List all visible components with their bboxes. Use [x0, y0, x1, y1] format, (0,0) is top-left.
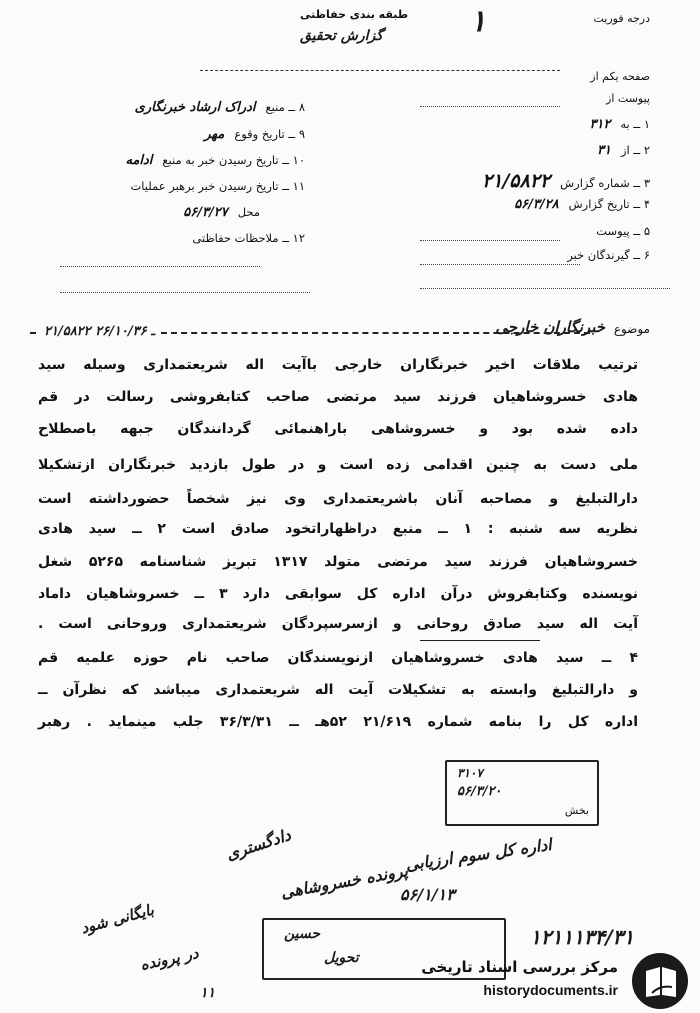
field-value: ۳۱ [597, 143, 611, 158]
field-value: ۲۱/۵۸۲۲ [481, 170, 551, 192]
handwritten-note: دادگستری [223, 825, 294, 864]
handwritten-number: ۱۲۱۱۱۳۴/۳۱ [530, 925, 634, 949]
handwritten-note: بایگانی شود [78, 900, 156, 938]
recipients-dotted-line [420, 264, 580, 265]
subject-reference: ۲۱/۵۸۲۲ ـ ۲۶/۱۰/۳۶ [40, 324, 159, 339]
archive-logo-icon [632, 953, 688, 1009]
field-attachment [596, 224, 650, 238]
field-news-to-leader-date [130, 179, 305, 193]
field-label: ۸ ــ منبع [265, 100, 305, 114]
attachments-label: پیوست از [606, 92, 650, 105]
field-value: مهر [204, 127, 225, 142]
handwritten-note: پرونده خسروشاهی [279, 860, 410, 903]
subject-label: موضوع [613, 322, 650, 336]
field-label: ۱۰ ــ تاریخ رسیدن خبر به منبع [162, 153, 305, 167]
field-to [589, 117, 650, 132]
attachment-dotted-line [420, 240, 560, 241]
field-value: ۳۱۲ [589, 117, 611, 132]
body-line: آیت اله سید صادق روحانی و ازسرسپردگان شریعتمداری وروحانی است . [38, 616, 638, 632]
header-divider [200, 70, 560, 71]
field-value: ۵۶/۳/۲۷ [183, 205, 228, 220]
field-label: ۱۱ ــ تاریخ رسیدن خبر برهبر عملیات [130, 179, 305, 193]
field-label: ۱ ــ به [620, 117, 650, 131]
body-line: ترتیب ملاقات اخیر خبرنگاران خارجی باآیت اله شریعتمداری وسیله سید [38, 357, 638, 373]
body-line: دارالتبلیغ و مصاحبه آنان باشریعتمداری وی نیز شخصاً حضورداشته است [38, 491, 638, 507]
body-line: خسروشاهیان فرزند سید مرتضی متولد ۱۳۱۷ تبریز شناسنامه ۵۲۶۵ شغل [38, 554, 639, 570]
field-news-to-source-date [125, 153, 305, 168]
watermark-url[interactable]: historydocuments.ir [483, 982, 618, 998]
field-recipients [567, 248, 650, 262]
recipients-dotted-line-2 [420, 288, 670, 289]
body-line: اداره کل را بنامه شماره ۲۱/۶۱۹ ۵۲هـ ــ ۳۶/۳/۳۱ جلب مینماید . رهبر [38, 714, 639, 730]
field-label: محل [237, 205, 260, 219]
field-label: ۶ ــ گیرندگان خبر [567, 248, 650, 262]
classification-label: طبقه بندی حفاظتی [300, 8, 409, 21]
field-report-date [514, 197, 650, 212]
field-event-date [204, 127, 305, 142]
field-label: ۴ ــ تاریخ گزارش [568, 197, 650, 211]
stamp-line: بخش [564, 804, 589, 817]
handwritten-number: ۱ [470, 4, 487, 39]
field-value: ۵۶/۳/۲۸ [514, 197, 559, 212]
stamp-line: تحویل [324, 950, 359, 966]
body-line: نویسنده وکتابفروش درآن اداره کل سوابقی دارد ۳ ــ خسروشاهیان داماد [38, 586, 638, 602]
field-label: ۱۲ ــ ملاحظات حفاظتی [192, 231, 305, 245]
handwritten-note: ۵۶/۱/۱۳ [400, 885, 455, 904]
underline-mark [420, 640, 540, 641]
notes-dotted-line [60, 266, 260, 267]
book-icon [632, 953, 688, 1009]
watermark-title: مرکز بررسی اسناد تاریخی [421, 958, 618, 976]
body-line: و دارالتبلیغ وابسته به تشکیلات آیت اله شریعتمداری میباشد که نظرآن ــ [38, 682, 638, 698]
stamp-line: ۳۱۰۷ [457, 766, 483, 780]
field-source [135, 100, 305, 115]
field-location [183, 205, 260, 220]
handwritten-note: اداره کل سوم ارزیابی [404, 834, 553, 875]
field-from [597, 143, 650, 158]
handwritten-note: در پرونده [138, 944, 200, 974]
field-label: ۹ ــ تاریخ وقوع [234, 127, 305, 141]
field-label: ۲ ــ از [621, 143, 650, 157]
form-title: گزارش تحقیق [300, 28, 383, 44]
stamp-line: حسین [284, 926, 321, 942]
stamp-line: ۵۶/۳/۲۰ [457, 784, 502, 799]
corner-mark: ۱۱ [200, 985, 216, 1001]
subject-value: خبرنگاران خارجی [495, 318, 605, 336]
field-security-notes [192, 231, 305, 245]
receipt-stamp [445, 760, 599, 826]
notes-dotted-line-2 [60, 292, 310, 293]
field-value: ادامه [125, 153, 153, 168]
body-line: ملی دست به چنین اقدامی زده است و در طول بازدید خبرنگاران ازتشکیلا [38, 457, 638, 473]
page-label: صفحه یکم از [590, 70, 650, 83]
field-label: ۳ ــ شماره گزارش [560, 176, 650, 190]
field-value: ادراک ارشاد خبرنگاری [134, 100, 256, 115]
body-line: نظریه سه شنبه : ۱ ــ منبع دراظهاراتخود صادق است ۲ ــ سید هادی [38, 521, 638, 537]
body-line: ۴ ــ سید هادی خسروشاهیان ازنویسندگان صاحب نام حوزه علمیه قم [38, 650, 638, 666]
field-label: ۵ ــ پیوست [596, 224, 650, 238]
attachments-dotted-line [420, 106, 560, 107]
body-line: داده شده بود و خسروشاهی باراهنمائی گردانندگان جبهه باصطلاح [38, 421, 638, 437]
body-line: هادی خسروشاهیان فرزند سید مرتضی صاحب کتابفروشی رسالت در قم [38, 389, 638, 405]
priority-label: درجه فوریت [593, 12, 650, 25]
field-report-number [482, 170, 650, 192]
